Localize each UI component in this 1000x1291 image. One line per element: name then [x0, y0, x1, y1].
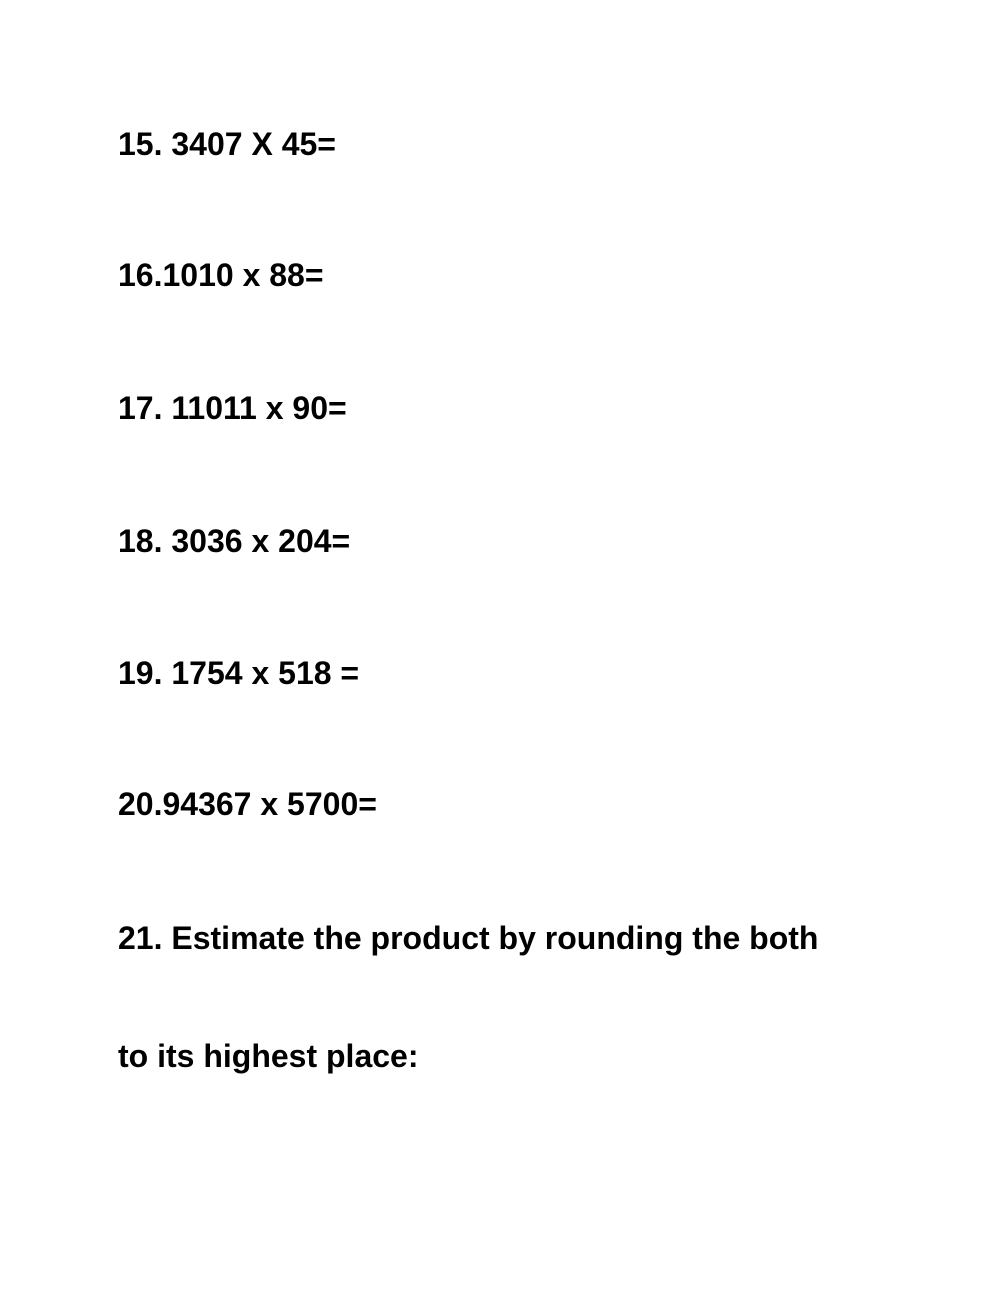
question-15: 15. 3407 X 45=: [118, 126, 336, 162]
question-20: 20.94367 x 5700=: [118, 786, 377, 822]
question-18: 18. 3036 x 204=: [118, 523, 351, 559]
question-21-line-1: 21. Estimate the product by rounding the both: [118, 920, 819, 956]
question-16: 16.1010 x 88=: [118, 257, 324, 293]
question-19: 19. 1754 x 518 =: [118, 655, 360, 691]
question-21-line-2: to its highest place:: [118, 1038, 419, 1074]
question-17: 17. 11011 x 90=: [118, 390, 347, 426]
